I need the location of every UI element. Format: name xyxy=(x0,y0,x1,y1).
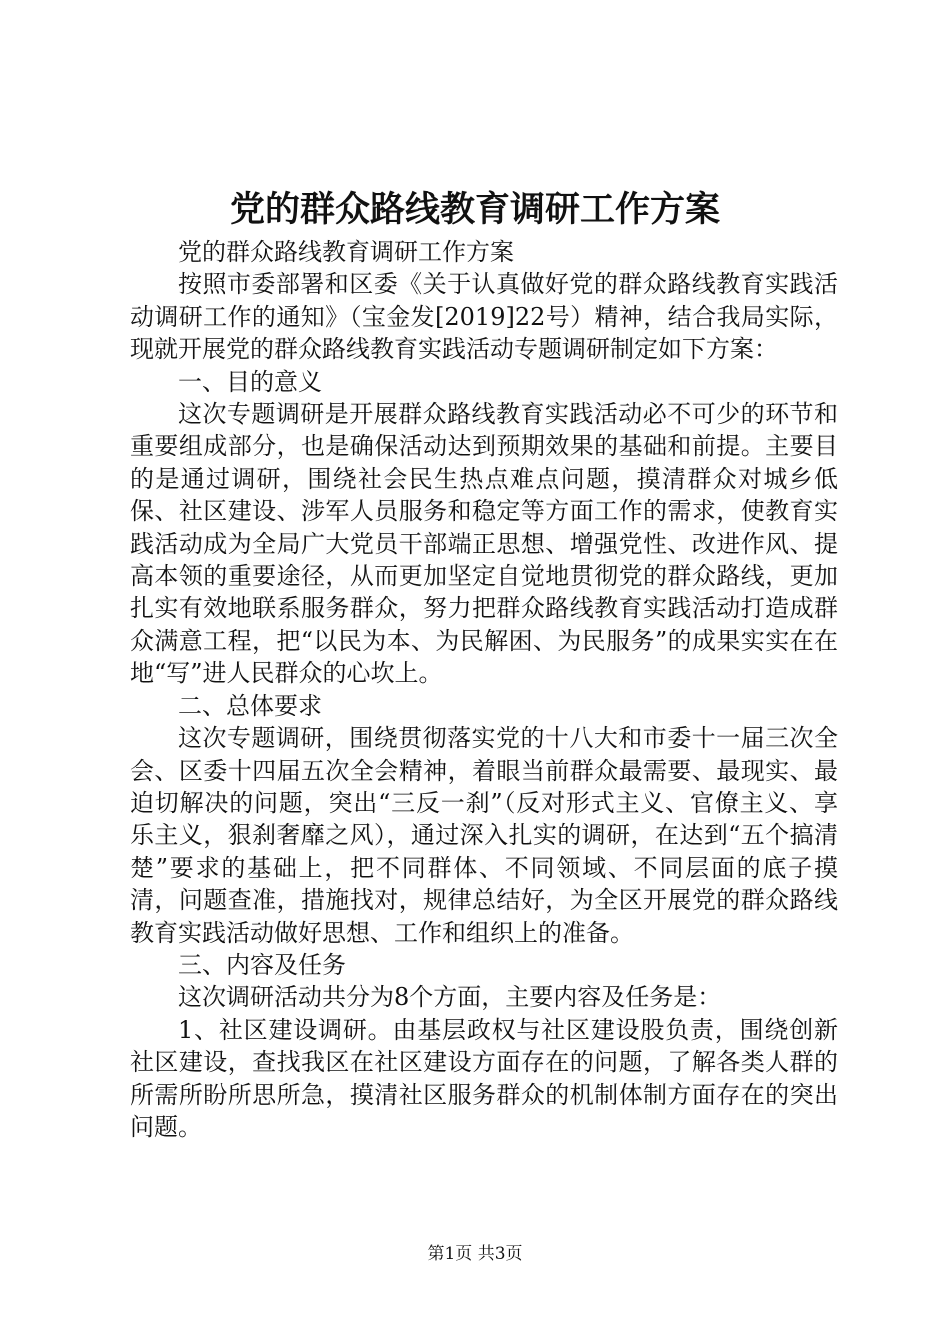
heading-requirements: 二、总体要求 xyxy=(178,691,322,720)
page-number-footer: 第1页 共3页 xyxy=(427,1244,523,1264)
heading-purpose: 一、目的意义 xyxy=(178,367,322,396)
paragraph-requirements: 这次专题调研，围绕贯彻落实党的十八大和市委十一届三次全会、区委十四届五次全会精神，着眼当前群众最需要、最现实、最迫切解决的问题，突出“三反一刹”（反对形式主义、官僚主义、享乐主义，狠刹奢靡之风），通过深入扎实的调研，在达到“五个搞清楚”要求的基础上，把不同群体、不同领域、不同层面的底子摸清，问题查准，措施找对，规律总结好，为全区开展党的群众路线教育实践活动做好思想、工作和组织上的准备。 xyxy=(130,724,838,947)
paragraph-purpose: 这次专题调研是开展群众路线教育实践活动必不可少的环节和重要组成部分，也是确保活动达到预期效果的基础和前提。主要目的是通过调研，围绕社会民生热点难点问题，摸清群众对城乡低保、社区建设、涉军人员服务和稳定等方面工作的需求，使教育实践活动成为全局广大党员干部端正思想、增强党性、改进作风、提高本领的重要途径，从而更加坚定自觉地贯彻党的群众路线，更加扎实有效地联系服务群众，努力把群众路线教育实践活动打造成群众满意工程，把“以民为本、为民解困、为民服务”的成果实实在在地“写”进人民群众的心坎上。 xyxy=(130,400,838,688)
document-body xyxy=(130,236,838,1143)
document-title: 党的群众路线教育调研工作方案 xyxy=(229,189,720,230)
paragraph-intro: 按照市委部署和区委《关于认真做好党的群众路线教育实践活动调研工作的通知》（宝金发[2019]22号）精神，结合我局实际，现就开展党的群众路线教育实践活动专题调研制定如下方案： xyxy=(130,270,838,364)
paragraph-subtitle: 党的群众路线教育调研工作方案 xyxy=(178,238,514,266)
paragraph-tasks-intro: 这次调研活动共分为8个方面，主要内容及任务是： xyxy=(178,983,722,1012)
heading-content-tasks: 三、内容及任务 xyxy=(178,950,346,979)
paragraph-task-1: 1、社区建设调研。由基层政权与社区建设股负责，围绕创新社区建设，查找我区在社区建设方面存在的问题，了解各类人群的所需所盼所思所急，摸清社区服务群众的机制体制方面存在的突出问题。 xyxy=(130,1015,838,1141)
